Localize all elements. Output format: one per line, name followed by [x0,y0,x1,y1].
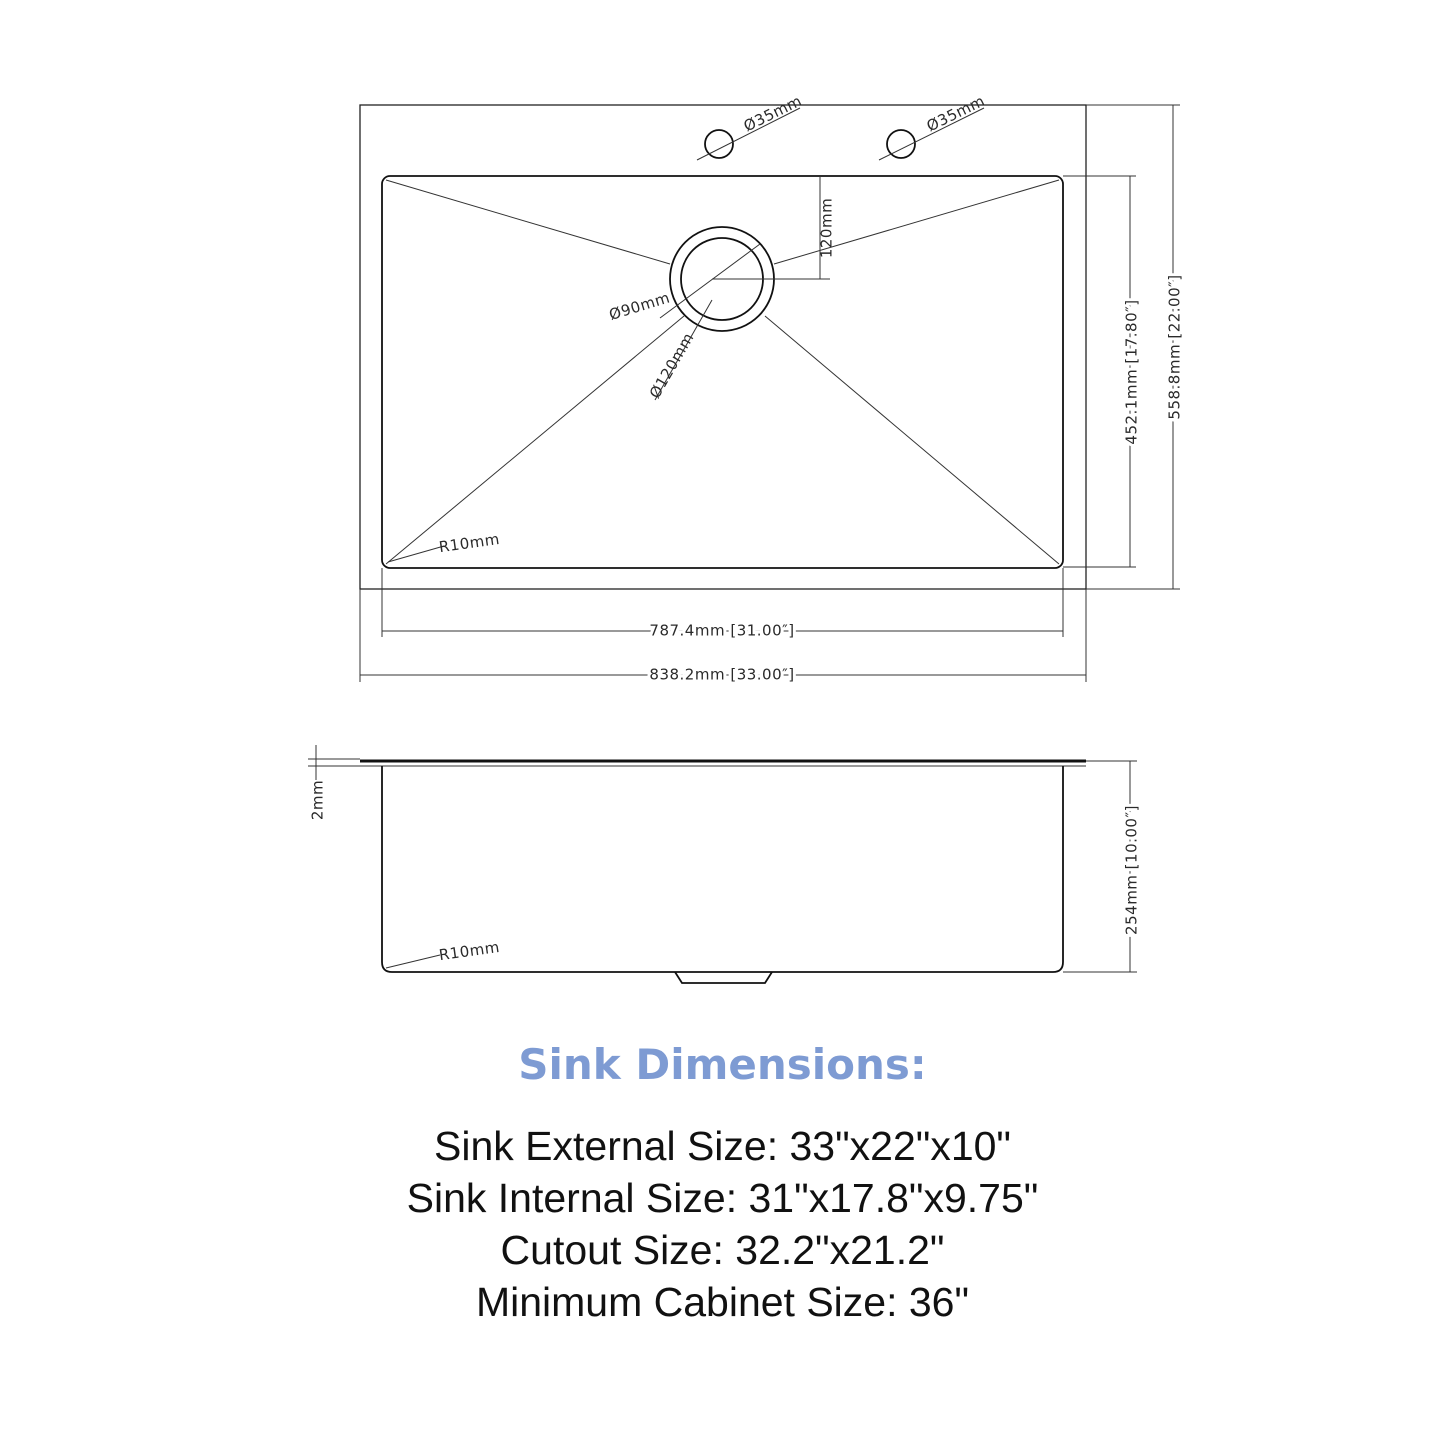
top-view [360,92,1184,684]
slope-line [386,316,684,564]
spec-cabinet-size: Minimum Cabinet Size: 36" [475,1279,970,1325]
drain-offset-label: 120mm [817,197,836,259]
corner-radius-leader [386,955,440,968]
spec-list [0,1120,1445,1328]
corner-radius-label: R10mm [437,529,501,557]
drain-inner-label: Ø90mm [606,288,673,324]
faucet-hole-right-label: Ø35mm [923,91,988,136]
drain-outer-label: Ø120mm [645,329,698,402]
spec-internal-size: Sink Internal Size: 31"x17.8"x9.75" [406,1175,1039,1221]
spec-cutout-size: Cutout Size: 32.2"x21.2" [500,1227,945,1273]
bowl-outline [382,176,1063,568]
side-view [308,745,1141,983]
inner-width-label: 787.4mm [31.00″] [649,621,795,640]
lip-thickness-label: 2mm [308,779,327,821]
dimensions-title: Sink Dimensions: [518,1040,927,1089]
slope-line [386,180,670,264]
faucet-hole-left-label: Ø35mm [740,91,805,136]
spec-external-size: Sink External Size: 33"x22"x10" [434,1123,1011,1169]
corner-radius-leader [388,546,444,562]
slope-line [765,316,1059,564]
sink-outer-outline [360,105,1086,589]
drain-stub [675,972,772,983]
inner-depth-label: 452.1mm [17.80″] [1122,299,1141,445]
outer-depth-label: 558.8mm [22.00″] [1165,274,1184,420]
side-corner-radius-label: R10mm [437,937,501,965]
height-label: 254mm [10.00″] [1122,805,1141,935]
outer-width-label: 838.2mm [33.00″] [649,665,795,684]
